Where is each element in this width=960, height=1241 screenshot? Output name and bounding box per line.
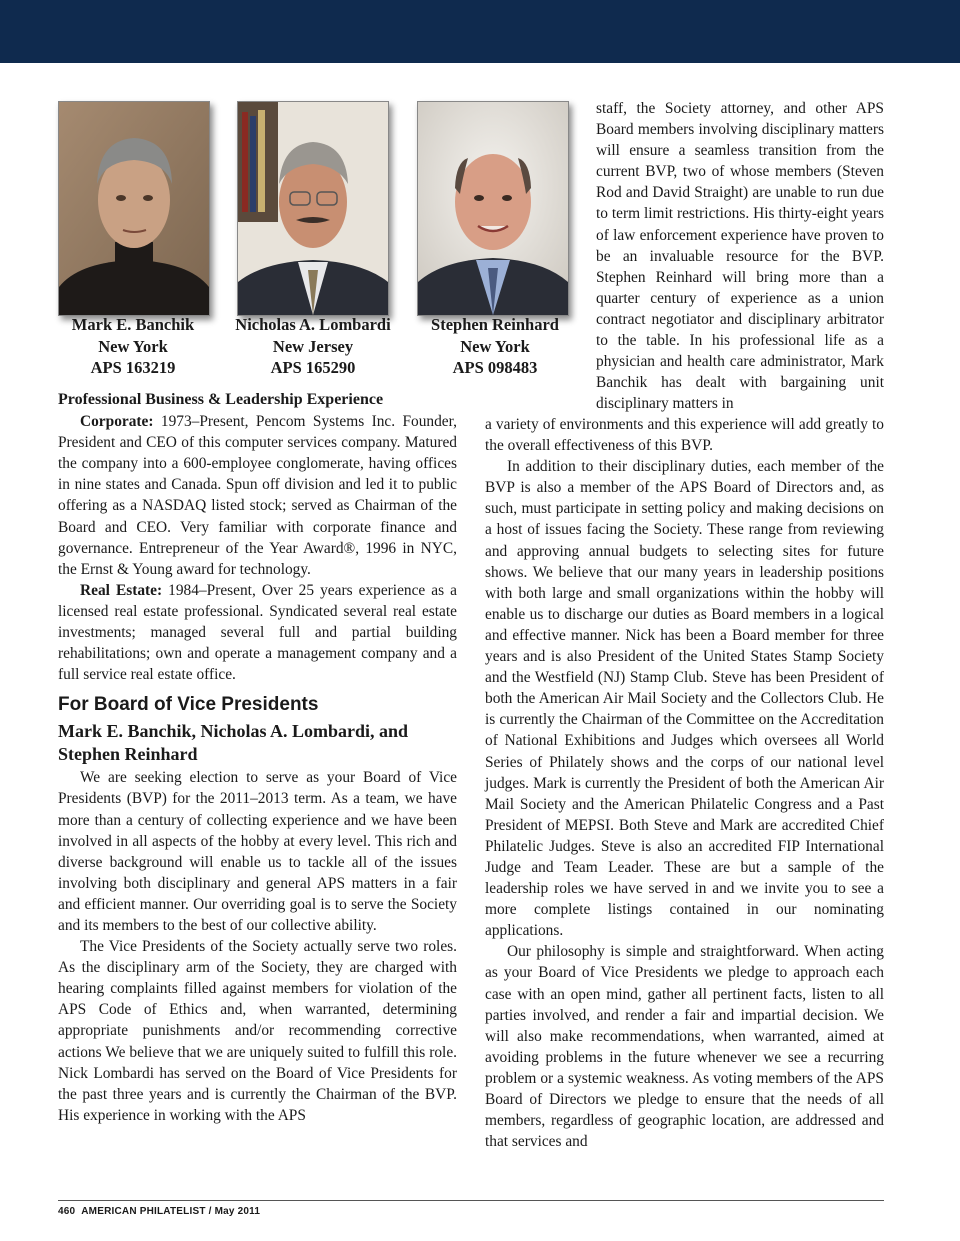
candidate-name: Nicholas A. Lombardi <box>235 315 391 334</box>
candidate-aps-number: APS 098483 <box>452 358 538 377</box>
page-number: 460 <box>58 1206 76 1217</box>
body-paragraph-2: The Vice Presidents of the Society actually serve two roles. As the disciplinary arm of the Society, they are charged with hearing complaints filled against members for violation of the APS Code of Ethics and, when warranted, determining appropriate punishments and/or recommending corrective actions We believe that we are uniquely suited to fulfill this role. Nick Lombardi has served on the Board of Vice Presidents for the past three years and is currently the Chairman of the BVP. His experience in working with the APS <box>58 938 457 1124</box>
names-line-1: Mark E. Banchik, Nicholas A. Lombardi, and <box>58 721 409 742</box>
caption-nicholas-lombardi <box>228 314 398 379</box>
corporate-text: 1973–Present, Pencom Systems Inc. Founder, President and CEO of this computer services company. Matured the company into a 600-employee conglomerate, having offices in nine states and Canada. Spun off division and led it to public offering as a NASDAQ listed stock; served as Chairman of the Board and CEO. Very familiar with corporate finance and governance. Entrepreneur of the Year Award®, 1996 in NYC, the Ernst & Young award for technology. <box>58 413 457 578</box>
candidate-state: New York <box>98 336 168 356</box>
candidate-state: New Jersey <box>272 336 354 356</box>
corporate-paragraph <box>58 411 457 580</box>
footer-separator: / <box>205 1206 215 1217</box>
candidate-name: Stephen Reinhard <box>431 315 559 334</box>
caption-stephen-reinhard <box>410 314 580 379</box>
publication-name: AMERICAN PHILATELIST <box>81 1206 206 1217</box>
body-paragraph-4: Our philosophy is simple and straightforward. When acting as your Board of Vice Presidents we pledge to approach each case with an open mind, gather all pertinent facts, listen to all parties involved, and render a fair and impartial decision. We will also make recommendations, when warranted, aimed at avoiding problems in the future whenever we see a recurring problem or a systemic weakness. As voting members of the APS Board of Directors we pledge to ensure that the needs of all members, regardless of geographic location, are addressed and that services and <box>485 943 884 1151</box>
candidate-names-heading <box>58 720 457 766</box>
portrait-stephen-reinhard <box>417 101 569 316</box>
continued-paragraph-end: a variety of environments and this experience will add greatly to the overall effectiveness of this BVP. <box>485 416 884 455</box>
realestate-text: 1984–Present, Over 25 years experience as a licensed real estate professional. Syndicated several real estate investments; managed several full and partial building rehabilitations; own and operate a management company and a full service real estate office. <box>58 581 457 684</box>
caption-mark-banchik <box>48 314 218 379</box>
candidate-aps-number: APS 165290 <box>270 358 356 377</box>
portrait-mark-banchik <box>58 101 210 316</box>
body-paragraph-3: In addition to their disciplinary duties, each member of the BVP is also a member of the APS Board of Directors and, as such, must participate in setting policy and making decisions on a host of issues facing the Society. These range from reviewing and approving annual budgets to selecting sites for future shows. We believe that our many years in leadership positions with both large and small organizations within the hobby will enable us to discharge our duties as Board members in a logical and effective manner. Nick has been a Board member for three years and is also President of the United States Stamp Society and the Westfield (NJ) Stamp Club. Steve has been President of both the American Air Mail Society and the Collectors Club. He is currently the Chairman of the Committee on the Accreditation of National Exhibitions and Judges which oversees all World Series of Philately shows and the corps of our national level judges. Mark is currently the President of both the American Air Mail Society and the American Philatelic Congress and a Past President of MEPSI. Both Steve and Mark are accredited Chief Philatelic Judges. Steve is also an accredited FIP International Judge and Team Leader. These are but a sample of the leadership roles we have served in and we invite you to see a more complete listings contained in our nominating applications. <box>485 458 884 940</box>
candidate-aps-number: APS 163219 <box>90 358 176 377</box>
portrait-nicholas-lombardi <box>237 101 389 316</box>
corporate-label: Corporate: <box>80 413 154 431</box>
right-column-top <box>596 98 884 414</box>
issue-date: May 2011 <box>214 1206 261 1217</box>
page-footer <box>58 1206 260 1217</box>
footer-rule <box>58 1200 884 1201</box>
candidate-name: Mark E. Banchik <box>71 315 195 334</box>
header-band <box>0 0 960 63</box>
names-line-2: Stephen Reinhard <box>58 744 198 765</box>
left-column <box>58 389 457 1126</box>
experience-heading: Professional Business & Leadership Experience <box>58 391 384 408</box>
right-column <box>485 414 884 1152</box>
body-paragraph-1: We are seeking election to serve as your Board of Vice Presidents (BVP) for the 2011–2013 term. As a team, we have more than a century of collecting experience and we have been involved in all aspects of the hobby at every level. This rich and diverse background will enable us to tackle all of the issues involving both disciplinary and general APS matters in a fair and efficient manner. Our overriding goal is to serve the Society and its members to the best of our collective ability. <box>58 769 457 934</box>
candidate-state: New York <box>460 336 530 356</box>
continued-paragraph-top: staff, the Society attorney, and other APS Board members involving disciplinary matters will ensure a seamless transition from the current BVP, two of whose members (Steven Rod and David Straight) are unable to run due to term limit restrictions. His thirty-eight years of law enforcement experience have proven to be an invaluable resource for the BVP. Stephen Reinhard will bring more than a quarter century of experience as a union contract negotiator and disciplinary arbitrator to the table. In his professional life as a physician and health care administrator, Mark Banchik has dealt with bargaining unit disciplinary matters in <box>596 100 884 413</box>
realestate-label: Real Estate: <box>80 581 163 599</box>
section-title: For Board of Vice Presidents <box>58 694 319 716</box>
realestate-paragraph <box>58 580 457 685</box>
